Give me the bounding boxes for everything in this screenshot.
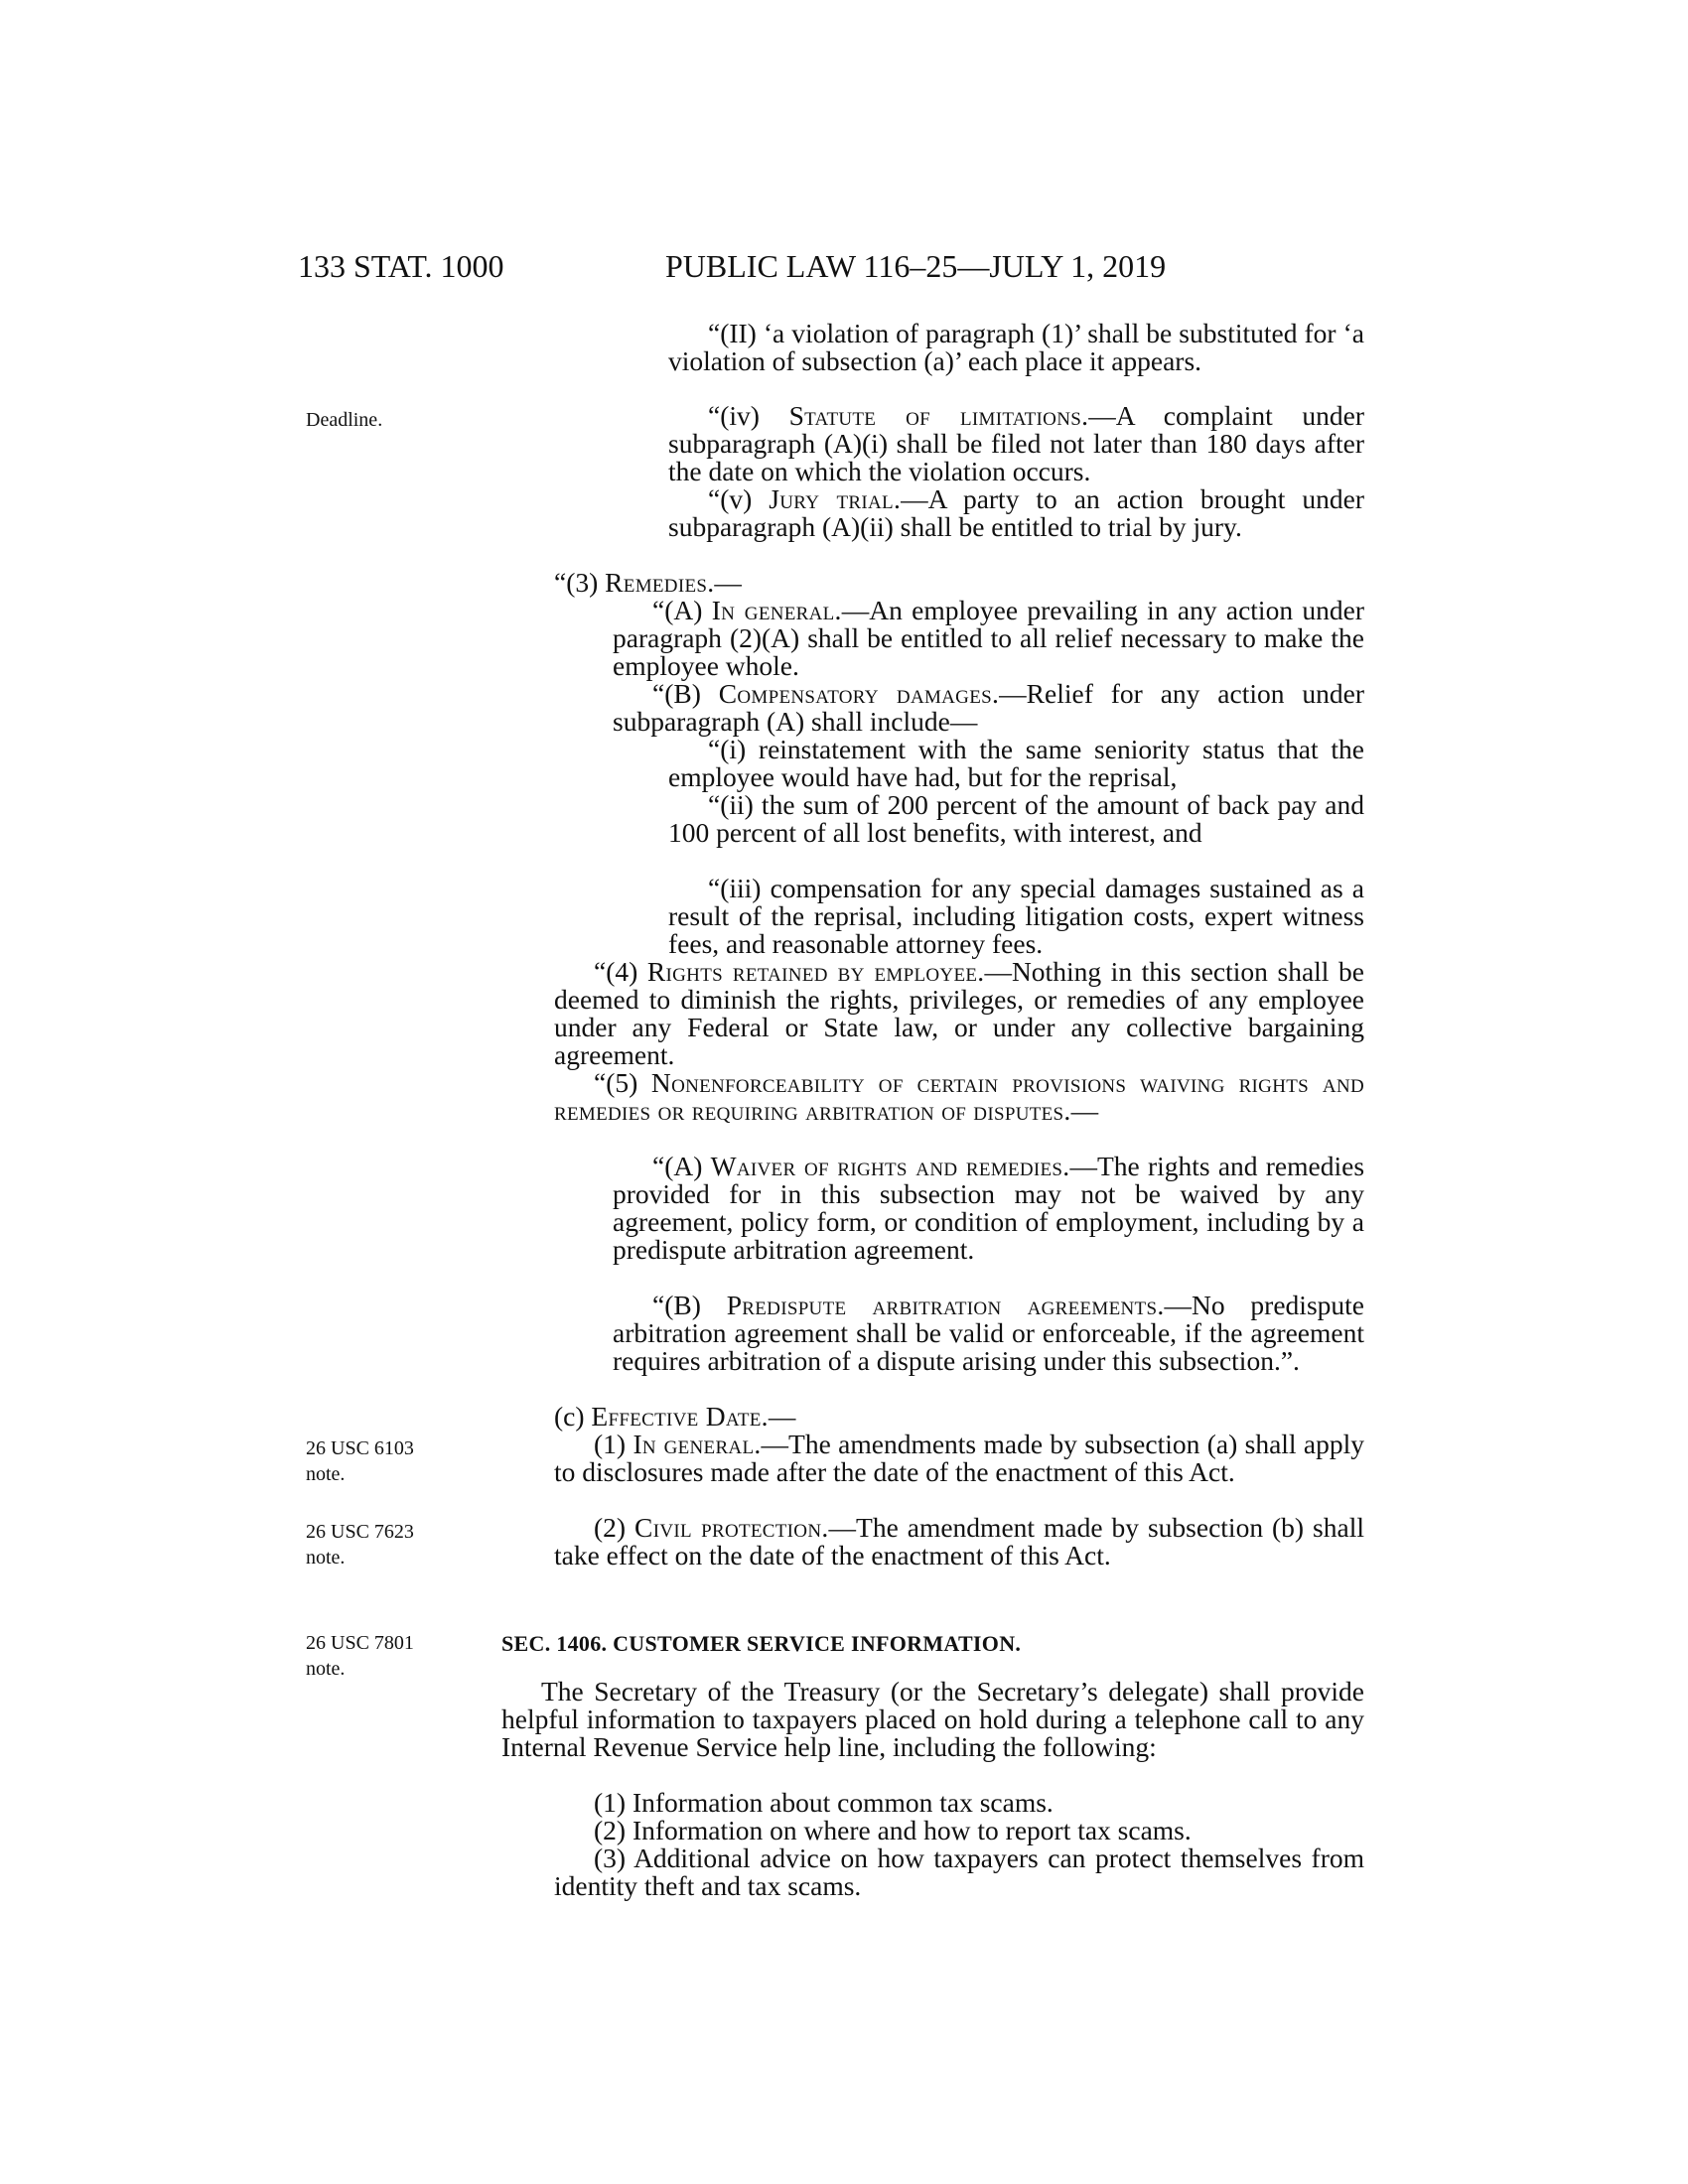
paragraph-5-nonenforceability: “(5) Nonenforceability of certain provisions waiving rights and remedies or requiring arbitration of disputes.—	[554, 1067, 1364, 1126]
margin-note-usc-7801: 26 USC 7801 note.	[306, 1632, 414, 1680]
section-heading-1406: SEC. 1406. CUSTOMER SERVICE INFORMATION.	[501, 1631, 1022, 1656]
paragraph-3-remedies: “(3) Remedies.—	[554, 567, 742, 598]
paragraph-4-rights-retained: “(4) Rights retained by employee.—Nothing in this section shall be deemed to diminish the rights, privileges, or remedies of any employee under any Federal or State law, or under any collective bargaining agreement.	[554, 956, 1364, 1070]
paragraph-2-civil-protection: (2) Civil protection.—The amendment made by subsection (b) shall take effect on the date of the enactment of this Act.	[554, 1512, 1364, 1570]
paragraph-1-in-general: (1) In general.—The amendments made by subsection (a) shall apply to disclosures made after the date of the enactment of this Act.	[554, 1429, 1365, 1487]
paragraph-3-additional-advice: (3) Additional advice on how taxpayers can protect themselves from identity theft and tax scams.	[554, 1843, 1364, 1901]
paragraph-b-compensatory-damages: “(B) Compensatory damages.—Relief for any action under subparagraph (A) shall include—	[613, 678, 1364, 737]
paragraph-ii-back-pay: “(ii) the sum of 200 percent of the amount of back pay and 100 percent of all lost benefits, with interest, and	[668, 789, 1364, 848]
paragraph-v-jury-trial: “(v) Jury trial.—A party to an action brought under subparagraph (A)(ii) shall be entitled to trial by jury.	[668, 483, 1365, 542]
paragraph-1-common-scams: (1) Information about common tax scams.	[594, 1787, 1054, 1818]
paragraph-iii-special-damages: “(iii) compensation for any special damages sustained as a result of the reprisal, including litigation costs, expert witness fees, and reasonable attorney fees.	[668, 873, 1364, 959]
margin-note-usc-6103: 26 USC 6103 note.	[306, 1437, 414, 1485]
stat-page-number: 133 STAT. 1000	[298, 248, 504, 284]
paragraph-i-reinstatement: “(i) reinstatement with the same seniority status that the employee would have had, but for the reprisal,	[668, 734, 1364, 792]
paragraph-2-report-scams: (2) Information on where and how to report tax scams.	[594, 1815, 1192, 1845]
paragraph-ii-substitution: “(II) ‘a violation of paragraph (1)’ shall be substituted for ‘a violation of subsection (a)’ each place it appears.	[668, 318, 1364, 376]
paragraph-c-effective-date: (c) Effective Date.—	[554, 1401, 796, 1432]
paragraph-secretary-information: The Secretary of the Treasury (or the Secretary’s delegate) shall provide helpful information to taxpayers placed on hold during a telephone call to any Internal Revenue Service help line, including the following:	[501, 1676, 1364, 1762]
paragraph-a-waiver: “(A) Waiver of rights and remedies.—The rights and remedies provided for in this subsection may not be waived by any agreement, policy form, or condition of employment, including by a predispute arbitration agreement.	[613, 1151, 1365, 1265]
margin-note-usc-7623: 26 USC 7623 note.	[306, 1521, 414, 1569]
page-header	[0, 248, 1688, 294]
margin-note-deadline: Deadline.	[306, 409, 383, 431]
paragraph-b-predispute-arbitration: “(B) Predispute arbitration agreements.—No predispute arbitration agreement shall be valid or enforceable, if the agreement requires arbitration of a dispute arising under this subsection.”.	[613, 1290, 1364, 1376]
paragraph-a-in-general: “(A) In general.—An employee prevailing in any action under paragraph (2)(A) shall be entitled to all relief necessary to make the employee whole.	[613, 595, 1364, 681]
paragraph-iv-statute-of-limitations: “(iv) Statute of limitations.—A complaint under subparagraph (A)(i) shall be filed not later than 180 days after the date on which the violation occurs.	[668, 400, 1364, 486]
running-title: PUBLIC LAW 116–25—JULY 1, 2019	[665, 248, 1167, 284]
